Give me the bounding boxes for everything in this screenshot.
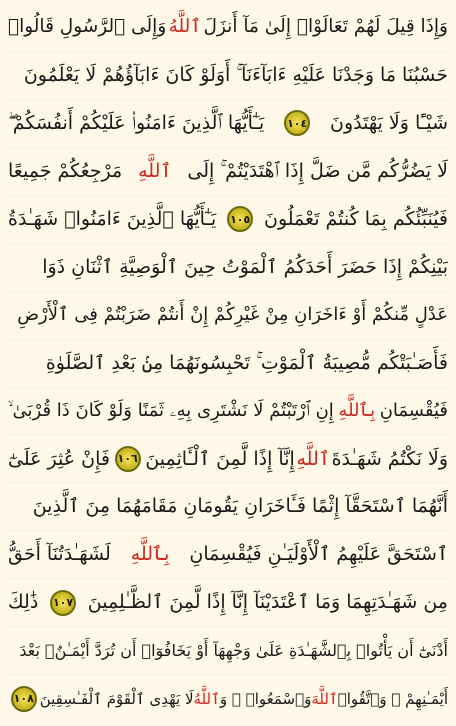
- divine-name-text: بِٱللَّهِ: [130, 543, 170, 566]
- verse-text: أَنَّهُمَا ٱسْتَحَقَّآ إِثْمًا فَـَٔاخَرَانِ يَقُومَانِ مَقَامَهُمَا مِنَ ٱلَّذِينَ: [32, 495, 448, 518]
- text-line: [8, 244, 448, 292]
- verse-text: حَسْبُنَا مَا وَجَدْنَا عَلَيْهِ ءَابَآءَنَآ ۚ أَوَلَوْ كَانَ ءَابَآؤُهُمْ لَا يَعْلَمُونَ: [23, 64, 448, 86]
- verse-text: فَيُنَبِّئُكُم بِمَا كُنتُمْ تَعْمَلُونَ: [264, 207, 448, 230]
- text-line: [8, 483, 448, 531]
- verse-text: لَشَهَـٰدَتُنَآ أَحَقُّ: [8, 543, 111, 566]
- divine-name-text: بِٱللَّهِ: [338, 400, 376, 422]
- ayah-number-marker: [227, 206, 253, 232]
- verse-text: إِنَّآ إِذًا لَّمِنَ ٱلْـَٔاثِمِينَ: [145, 447, 295, 470]
- ayah-number-marker: [50, 590, 76, 616]
- verse-text: فَيُقْسِمَانِ: [379, 400, 448, 422]
- verse-text: لَا يَهْدِى ٱلْقَوْمَ ٱلْفَـٰسِقِينَ: [39, 689, 194, 708]
- text-line: [8, 340, 448, 388]
- verse-text: فَإِنْ عُثِرَ عَلَىٰٓ: [8, 447, 110, 470]
- text-line: [8, 100, 448, 148]
- text-line: [8, 627, 448, 675]
- text-line: [8, 148, 448, 196]
- ayah-number: ١٠٤: [287, 116, 308, 130]
- text-line: [8, 388, 448, 436]
- verse-text: وَإِذَا قِيلَ لَهُمْ تَعَالَوْا۟ إِلَىٰ مَآ أَنزَلَ: [203, 16, 448, 38]
- divine-name-text: ٱللَّهَ: [311, 689, 338, 708]
- text-line: [8, 435, 448, 483]
- verse-text: أَدْنَىٰٓ أَن يَأْتُوا۟ بِٱلشَّهَـٰدَةِ عَلَىٰ وَجْهِهَآ أَوْ يَخَافُوٓا۟ أَن تُرَدَّ أَيْمَـٰنٌۢ بَعْدَ: [19, 641, 448, 661]
- ayah-number-marker: [115, 446, 141, 472]
- text-line: [8, 675, 448, 722]
- ayah-number: ١٠٥: [230, 212, 251, 226]
- verse-text: ٱسْتَحَقَّ عَلَيْهِمُ ٱلْأَوْلَيَـٰنِ فَيُقْسِمَانِ: [189, 543, 448, 566]
- ayah-number-marker: [11, 686, 37, 712]
- verse-text: مِن شَهَـٰدَتِهِمَا وَمَا ٱعْتَدَيْنَآ إِنَّآ إِذًا لَّمِنَ ٱلظَّـٰلِمِينَ: [87, 591, 448, 614]
- text-line: [8, 531, 448, 579]
- verse-text: عَدْلٍ مِّنكُمْ أَوْ ءَاخَرَانِ مِنْ غَيْرِكُمْ إِنْ أَنتُمْ ضَرَبْتُمْ فِى ٱلْأَرْضِ: [17, 304, 448, 326]
- divine-name-text: ٱللَّهُ: [168, 16, 202, 38]
- verse-text: وَإِلَى ٱلرَّسُولِ قَالُوا۟: [8, 16, 167, 38]
- ayah-number: ١٠٧: [52, 596, 74, 610]
- text-line: [8, 4, 448, 52]
- verse-text: أَيْمَـٰنِهِمْ ۗ وَٱتَّقُوا۟: [337, 689, 448, 708]
- verse-text: وَٱسْمَعُوا۟ ۗ وَ: [219, 689, 312, 708]
- verse-text: يَـٰٓأَيُّهَا ٱلَّذِينَ ءَامَنُوا۟ شَهَـٰدَةُ: [8, 207, 217, 230]
- verse-text: فَأَصَـٰبَتْكُم مُّصِيبَةُ ٱلْمَوْتِ ۚ تَحْبِسُونَهُمَا مِنۢ بَعْدِ ٱلصَّلَوٰةِ: [45, 351, 448, 374]
- divine-name-text: ٱللَّهِ: [296, 447, 330, 470]
- verse-text: ذَٰلِكَ: [8, 591, 39, 614]
- verse-text: إِنِ ٱرْتَبْتُمْ لَا نَشْتَرِى بِهِۦ ثَمَنًا وَلَوْ كَانَ ذَا قُرْبَىٰ ۙ: [8, 400, 334, 422]
- ayah-number: ١٠٨: [13, 692, 34, 706]
- text-line: [8, 292, 448, 340]
- ayah-number: ١٠٦: [117, 452, 138, 466]
- verse-text: بَيْنِكُمْ إِذَا حَضَرَ أَحَدَكُمُ ٱلْمَوْتُ حِينَ ٱلْوَصِيَّةِ ٱثْنَانِ ذَوَا: [42, 255, 448, 278]
- verse-text: لَا يَضُرُّكُم مَّن ضَلَّ إِذَا ٱهْتَدَيْتُمْ ۚ إِلَى: [187, 159, 448, 182]
- text-line: [8, 196, 448, 244]
- text-line: [8, 52, 448, 100]
- text-lines: [8, 4, 448, 722]
- verse-text: شَيْـًٔا وَلَا يَهْتَدُونَ: [330, 111, 448, 134]
- verse-text: مَرْجِعُكُمْ جَمِيعًا: [8, 159, 123, 182]
- divine-name-text: ٱللَّهُ: [193, 689, 220, 708]
- divine-name-text: ٱللَّهِ: [138, 159, 172, 182]
- verse-text: يَـٰٓأَيُّهَا ٱلَّذِينَ ءَامَنُوا۟ عَلَيْكُمْ أَنفُسَكُمْ ۖ: [8, 111, 265, 134]
- ayah-number-marker: [284, 110, 310, 136]
- text-line: [8, 579, 448, 627]
- verse-text: وَلَا نَكْتُمُ شَهَـٰدَةَ: [331, 447, 448, 470]
